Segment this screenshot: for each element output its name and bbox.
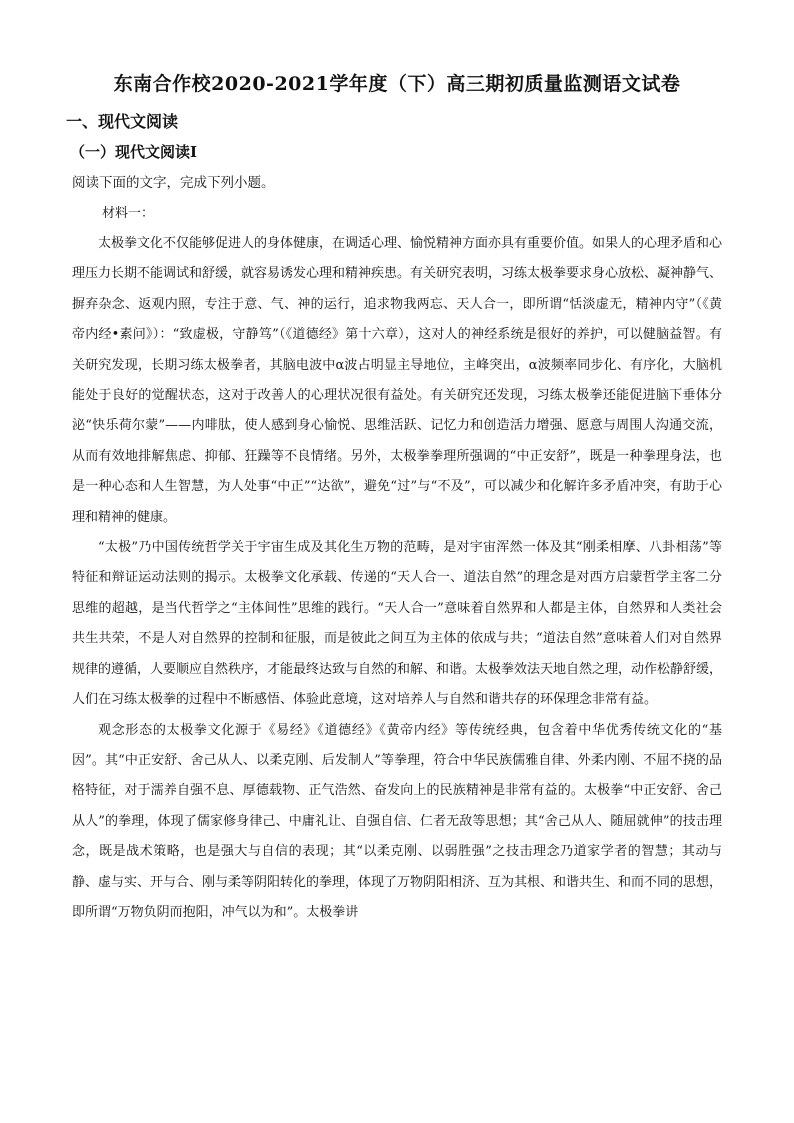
paragraph: 观念形态的太极拳文化源于《易经》《道德经》《黄帝内经》等传统经典，包含着中华优秀传统文化的“基因”。其“中正安舒、舍己从人、以柔克刚、后发制人”等拳理，符合中华民族儒雅自律、外柔内刚、不屈不挠的品格特征，对于濡养自强不息、厚德载物、正气浩然、奋发向上的民族精神是非常有益的。太极拳“中正安舒、舍己从人”的拳理，体现了儒家修身律己、中庸礼让、自强自信、仁者无敌等思想；其“舍己从人、随屈就伸”的技击理念，既是战术策略，也是强大与自信的表现；其“以柔克刚、以弱胜强”之技击理念乃道家学者的智慧；其动与静、虚与实、开与合、刚与柔等阴阳转化的拳理，体现了万物阴阳相济、互为其根、和谐共生、和而不同的思想，即所谓“万物负阴而抱阳，冲气以为和”。太极拳讲: [72, 722, 723, 920]
material-label: 材料一：: [102, 206, 155, 221]
section-heading: 一、现代文阅读: [66, 112, 179, 131]
paragraph: 太极拳文化不仅能够促进人的身体健康，在调适心理、愉悦精神方面亦具有重要价值。如果人的心理矛盾和心理压力长期不能调试和舒缓，就容易诱发心理和精神疾患。有关研究表明，习练太极拳要求身心放松、凝神静气、摒弃杂念、返观内照，专注于意、气、神的运行，追求物我两忘、天人合一，即所谓“恬淡虚无，精神内守”（《黄帝内经•素问》）：“致虚极，守静笃”（《道德经》第十六章），这对人的神经系统是很好的养护，可以健脑益智。有关研究发现，长期习练太极拳者，其脑电波中α波占明显主导地位，主峰突出，α波频率同步化、有序化，大脑机能处于良好的觉醒状态，这对于改善人的心理状况很有益处。有关研究还发现，习练太极拳还能促进脑下垂体分泌“快乐荷尔蒙”——内啡肽，使人感到身心愉悦、思维活跃、记忆力和创造活力增强、愿意与周围人沟通交流，从而有效地排解焦虑、抑郁、狂躁等不良情绪。另外，太极拳拳理所强调的“中正安舒”，既是一种拳理身法，也是一种心态和人生智慧，为人处事“中正”“达欲”，避免“过”与“不及”，可以减少和化解许多矛盾冲突，有助于心理和精神的健康。: [72, 236, 723, 525]
exam-title: 东南合作校2020-2021学年度（下）高三期初质量监测语文试卷: [113, 73, 681, 95]
material-body: [72, 229, 722, 928]
paragraph: “太极”乃中国传统哲学关于宇宙生成及其化生万物的范畴，是对宇宙浑然一体及其“刚柔相摩、八卦相荡”等特征和辩证运动法则的揭示。太极拳文化承载、传递的“天人合一、道法自然”的理念是对西方启蒙哲学主客二分思维的超越，是当代哲学之“主体间性”思维的践行。“天人合一”意味着自然界和人都是主体，自然界和人类社会共生共荣，不是人对自然界的控制和征服，而是彼此之间互为主体的依成与共；“道法自然”意味着人们对自然界规律的遵循，人要顺应自然秩序，才能最终达致与自然的和解、和谐。太极拳效法天地自然之理，动作松静舒缓，人们在习练太极拳的过程中不断感悟、体验此意境，这对培养人与自然和谐共存的环保理念非常有益。: [72, 540, 723, 708]
reading-instruction: 阅读下面的文字，完成下列小题。: [72, 175, 275, 191]
subsection-heading: （一）现代文阅读Ⅰ: [70, 143, 198, 161]
